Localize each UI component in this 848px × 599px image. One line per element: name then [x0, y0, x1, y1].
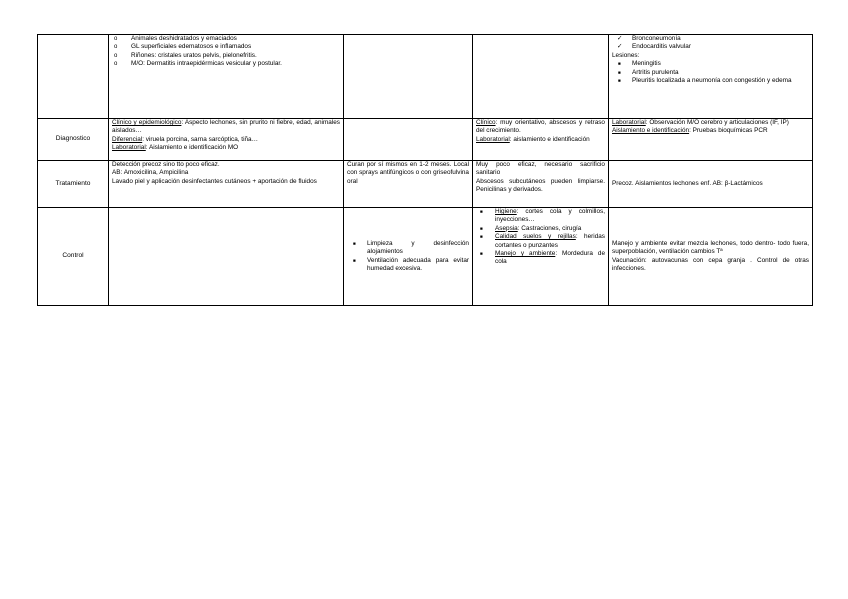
text-line: Lavado piel y aplicación desinfectantes cutáneos + aportación de fluidos — [112, 177, 317, 185]
list-item: ■ Artritis purulenta — [618, 68, 679, 76]
square-bullet-icon: ■ — [353, 257, 356, 263]
circle-bullet-icon: o — [114, 61, 118, 68]
square-bullet-icon: ■ — [618, 61, 621, 67]
diag-diferencial: Diferencial: viruela porcina, sarna sarcóptica, tiña… — [112, 135, 258, 143]
square-bullet-icon: ■ — [353, 240, 356, 246]
diag-laboratorial: Laboratorial: aislamiento e identificación — [476, 135, 590, 143]
circle-bullet-icon: o — [114, 44, 118, 51]
list-item: ■ Calidad suelos y rejillas: heridas cortantes o punzantes — [480, 233, 605, 249]
cell-diagnostico-col4 — [609, 119, 813, 161]
list-item: ■ Higiene: cortes cola y colmillos, inyecciones… — [480, 208, 605, 224]
row-label-diagnostico: Diagnostico — [38, 119, 109, 161]
row-label-empty — [38, 35, 109, 119]
cell-control-col4 — [609, 208, 813, 306]
disease-table — [37, 34, 813, 306]
text-line: Manejo y ambiente evitar mezcla lechones, todo dentro- todo fuera, superpoblación, ventilación cambios Tª — [612, 239, 809, 256]
text-line: Detección precoz sino tto poco eficaz. — [112, 161, 220, 168]
cell-diagnostico-col1 — [109, 119, 344, 161]
checkmark-icon: ✓ — [617, 43, 623, 51]
circle-bullet-icon: o — [114, 36, 118, 42]
list-item: ■ Asepsia: Castraciones, cirugía — [480, 224, 582, 232]
control-list — [347, 240, 469, 274]
list-item: ■ Manejo y ambiente: Mordedura de cola — [480, 250, 605, 266]
cell-tratamiento-col2 — [344, 161, 473, 208]
table-row-tratamiento — [38, 161, 813, 208]
cell-tratamiento-col3 — [473, 161, 609, 208]
lesion-check-list — [612, 35, 809, 52]
cell-tratamiento-col1 — [109, 161, 344, 208]
text-line: Muy poco eficaz, necesario sacrificio sanitario — [476, 161, 605, 177]
list-item: ■ Limpieza y desinfección alojamientos — [353, 239, 469, 256]
list-item: o Animales deshidratados y emaciados — [114, 35, 237, 42]
lesion-list — [112, 35, 340, 69]
list-item: ✓ Bronconeumonía — [617, 35, 681, 42]
cell-control-col3 — [473, 208, 609, 306]
square-bullet-icon: ■ — [480, 225, 483, 231]
cell-lesions-col1 — [109, 35, 344, 119]
lesiones-title: Lesiones: — [612, 51, 640, 59]
diag-laboratorial: Laboratorial: Observación M/O cerebro y articulaciones (IF, IP) — [612, 119, 789, 126]
checkmark-icon: ✓ — [617, 35, 623, 42]
cell-diagnostico-col2 — [344, 119, 473, 161]
table-row-control — [38, 208, 813, 306]
diag-laboratorial: Laboratorial: Aislamiento e identificación MO — [112, 144, 239, 152]
text-line: Precoz. Aislamientos lechones enf. AB: β-Lactámicos — [612, 179, 763, 187]
list-item: o M/O: Dermatitis intraepidérmicas vesicular y postular. — [114, 60, 282, 68]
text-line: Vacunación: autovacunas con cepa granja . Control de otras infecciones. — [612, 256, 809, 272]
cell-control-col1 — [109, 208, 344, 306]
list-item: ■ Ventilación adecuada para evitar humedad excesiva. — [353, 256, 469, 272]
cell-lesions-col3 — [473, 35, 609, 119]
control-measures-list — [476, 208, 605, 267]
list-item: ✓ Endocarditis valvular — [617, 43, 691, 51]
list-item: ■ Meningitis — [618, 60, 661, 68]
table-row-diagnostico — [38, 119, 813, 161]
row-label-control: Control — [38, 208, 109, 306]
square-bullet-icon: ■ — [480, 209, 483, 214]
square-bullet-icon: ■ — [618, 69, 621, 75]
cell-tratamiento-col4 — [609, 161, 813, 208]
text-line: Curan por sí mismos en 1-2 meses. Local con sprays antifúngicos o con griseofulvina oral — [347, 161, 469, 185]
square-bullet-icon: ■ — [480, 251, 483, 257]
list-item: o Riñones: cristales uratos pelvis, pielonefritis. — [114, 51, 257, 59]
square-bullet-icon: ■ — [618, 78, 621, 84]
text-line: Abscesos subcutáneos pueden limpiarse. Penicilinas y derivados. — [476, 177, 605, 194]
row-label-tratamiento: Tratamiento — [38, 161, 109, 208]
list-item: o GL superficiales edematosos e inflamados — [114, 43, 252, 51]
diag-clinico: Clínico: muy orientativo, abscesos y retraso del crecimiento. — [476, 119, 605, 135]
diag-clinico: Clínico y epidemiológico: Aspecto lechones, sin prurito ni fiebre, edad, animales aislados… — [112, 119, 340, 135]
cell-lesions-col2 — [344, 35, 473, 119]
lesiones-list — [612, 60, 809, 85]
cell-control-col2 — [344, 208, 473, 306]
cell-diagnostico-col3 — [473, 119, 609, 161]
square-bullet-icon: ■ — [480, 234, 483, 240]
list-item: ■ Pleuritis localizada a neumonía con congestión y edema — [618, 77, 792, 85]
text-line: AB: Amoxicilina, Ampicilina — [112, 169, 189, 177]
circle-bullet-icon: o — [114, 52, 118, 59]
table-row-lesions — [38, 35, 813, 119]
cell-lesions-col4 — [609, 35, 813, 119]
diag-aislamiento: Aislamiento e identificación: Pruebas bioquímicas PCR — [612, 127, 768, 135]
